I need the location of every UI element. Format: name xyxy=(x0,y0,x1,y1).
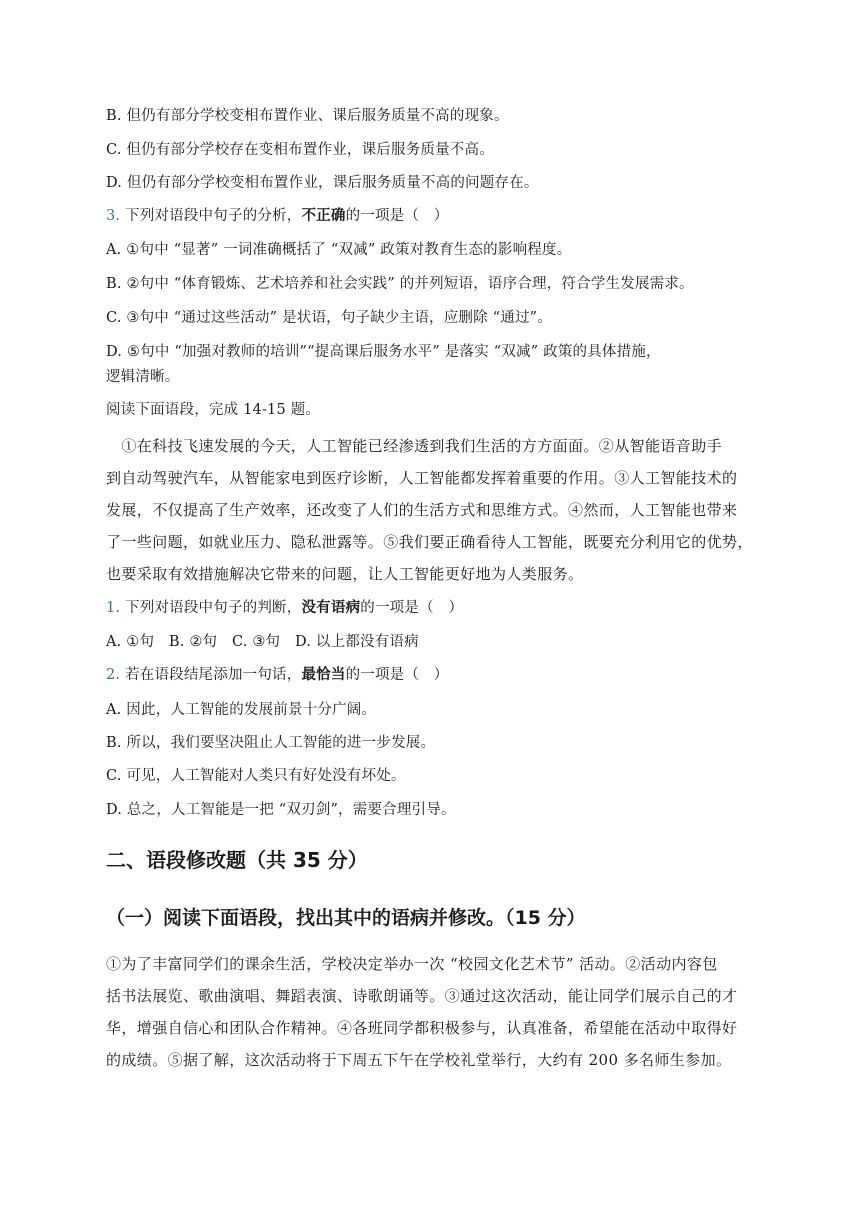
question-number: 1. xyxy=(106,600,121,616)
subsection-heading: （一）阅读下面语段，找出其中的语病并修改。（15 分） xyxy=(106,907,586,929)
option-b-prev: B. 但仍有部分学校变相布置作业、课后服务质量不高的现象。 xyxy=(106,108,509,124)
reading-passage-ai xyxy=(106,430,770,590)
passage-line: 了一些问题，如就业压力、隐私泄露等。⑤我们要正确看待人工智能，既要充分利用它的优势， xyxy=(106,533,753,551)
option-d-prev: D. 但仍有部分学校变相布置作业，课后服务质量不高的问题存在。 xyxy=(106,175,539,191)
passage-line: 的成绩。⑤据了解，这次活动将于下周五下午在学校礼堂举行，大约有 200 多名师生参加。 xyxy=(106,1051,732,1069)
question-text-post: 的一项是（ ） xyxy=(345,208,449,224)
option-c-prev: C. 但仍有部分学校存在变相布置作业，课后服务质量不高。 xyxy=(106,142,494,158)
question-emphasis: 最恰当 xyxy=(301,666,346,683)
q3-option-d-line2: 逻辑清晰。 xyxy=(106,369,180,385)
question-text-post: 的一项是（ ） xyxy=(345,667,449,683)
q3-option-a: A. ①句中 “显著” 一词准确概括了 “双减” 政策对教育生态的影响程度。 xyxy=(106,242,572,258)
reading-passage-festival xyxy=(106,948,770,1076)
passage-line: 也要采取有效措施解决它带来的问题，让人工智能更好地为人类服务。 xyxy=(106,565,584,583)
passage-line: 发展，不仅提高了生产效率，还改变了人们的生活方式和思维方式。④然而，人工智能也带来 xyxy=(106,501,738,519)
question-number: 3. xyxy=(106,208,121,224)
section-heading: 二、语段修改题（共 35 分） xyxy=(106,848,368,872)
q2-option-c: C. 可见，人工智能对人类只有好处没有坏处。 xyxy=(106,768,406,784)
reading-instruction: 阅读下面语段，完成 14-15 题。 xyxy=(106,402,321,418)
passage-line: 华，增强自信心和团队合作精神。④各班同学都积极参与，认真准备，希望能在活动中取得好 xyxy=(106,1019,738,1037)
passage-line: 到自动驾驶汽车，从智能家电到医疗诊断，人工智能都发挥着重要的作用。③人工智能技术的 xyxy=(106,469,738,487)
q3-option-b: B. ②句中 “体育锻炼、艺术培养和社会实践” 的并列短语，语序合理，符合学生发展需求。 xyxy=(106,276,694,292)
q2-option-b: B. 所以，我们要坚决阻止人工智能的进一步发展。 xyxy=(106,735,436,751)
question-1 xyxy=(106,598,463,618)
passage-line: 括书法展览、歌曲演唱、舞蹈表演、诗歌朗诵等。③通过这次活动，能让同学们展示自己的才 xyxy=(106,987,738,1005)
q3-option-d-line1: D. ⑤句中 “加强对教师的培训”“提高课后服务水平” 是落实 “双减” 政策的具体措施， xyxy=(106,344,661,360)
question-text-pre: 若在语段结尾添加一句话， xyxy=(120,667,302,683)
question-2 xyxy=(106,665,448,685)
passage-line: ①在科技飞速发展的今天，人工智能已经渗透到我们生活的方方面面。②从智能语音助手 xyxy=(106,437,723,455)
question-emphasis: 没有语病 xyxy=(301,599,361,616)
q2-option-d: D. 总之，人工智能是一把 “双刃剑”，需要合理引导。 xyxy=(106,802,456,818)
question-text-pre: 下列对语段中句子的判断， xyxy=(120,600,302,616)
question-number: 2. xyxy=(106,667,121,683)
question-3 xyxy=(106,206,448,226)
question-text-pre: 下列对语段中句子的分析， xyxy=(120,208,302,224)
question-text-post: 的一项是（ ） xyxy=(360,600,464,616)
q2-option-a: A. 因此，人工智能的发展前景十分广阔。 xyxy=(106,702,377,718)
question-emphasis: 不正确 xyxy=(301,207,346,224)
passage-line: ①为了丰富同学们的课余生活，学校决定举办一次 “校园文化艺术节” 活动。②活动内容包 xyxy=(106,955,718,973)
q1-options: A. ①句 B. ②句 C. ③句 D. 以上都没有语病 xyxy=(106,634,419,650)
q3-option-c: C. ③句中 “通过这些活动” 是状语，句子缺少主语，应删除 “通过”。 xyxy=(106,310,552,326)
